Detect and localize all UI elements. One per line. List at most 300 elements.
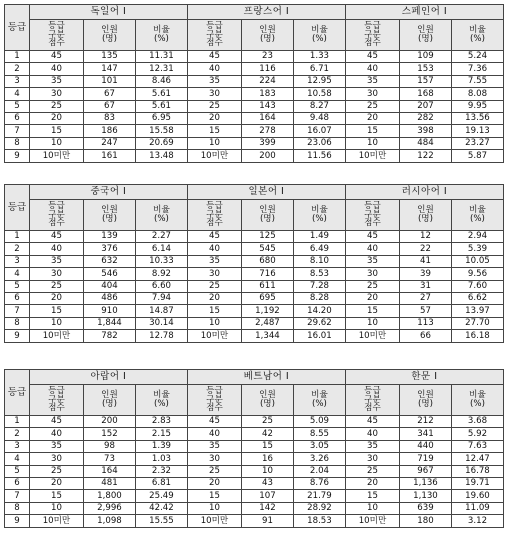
grade-cell: 2 <box>5 63 30 75</box>
table-cell: 2.94 <box>451 231 503 243</box>
score-cutoff-header: 등급 구분 점수 <box>345 385 399 416</box>
table-cell: 782 <box>83 330 135 342</box>
table-cell: 10 <box>187 502 241 514</box>
table-cell: 9.56 <box>451 268 503 280</box>
ratio-header: 비율 (%) <box>451 20 503 51</box>
table-cell: 14.20 <box>293 305 345 317</box>
table-cell: 23.06 <box>293 137 345 149</box>
table-row <box>5 268 504 280</box>
table-cell: 39 <box>399 268 451 280</box>
table-cell: 12 <box>399 231 451 243</box>
table-cell: 19.60 <box>451 490 503 502</box>
grade-cell: 6 <box>5 112 30 124</box>
table-cell: 10 <box>187 137 241 149</box>
score-cutoff-header: 등급 구분 점수 <box>345 20 399 51</box>
table-cell: 10 <box>29 137 83 149</box>
grade-cell: 3 <box>5 255 30 267</box>
table-cell: 247 <box>83 137 135 149</box>
grade-cell: 7 <box>5 490 30 502</box>
table-cell: 45 <box>29 416 83 428</box>
score-cutoff-header: 등급 구분 점수 <box>29 20 83 51</box>
ratio-header: 비율 (%) <box>293 20 345 51</box>
table-cell: 546 <box>83 268 135 280</box>
table-cell: 10 <box>241 465 293 477</box>
table-cell: 13.56 <box>451 112 503 124</box>
grade-cell: 8 <box>5 502 30 514</box>
table-cell: 98 <box>83 440 135 452</box>
table-cell: 6.14 <box>135 243 187 255</box>
table-row <box>5 63 504 75</box>
table-row <box>5 137 504 149</box>
table-cell: 15 <box>29 125 83 137</box>
table-cell: 1,344 <box>241 330 293 342</box>
table-cell: 30 <box>29 88 83 100</box>
table-cell: 341 <box>400 428 452 440</box>
table-cell: 28.92 <box>293 502 345 514</box>
table-cell: 45 <box>187 416 241 428</box>
grade-cell: 4 <box>5 88 30 100</box>
table-cell: 695 <box>241 292 293 304</box>
grade-cell: 1 <box>5 51 30 63</box>
table-cell: 10미만 <box>29 330 83 342</box>
table-cell: 8.08 <box>451 88 503 100</box>
table-cell: 16.18 <box>451 330 503 342</box>
table-cell: 161 <box>83 150 135 162</box>
table-cell: 8.27 <box>293 100 345 112</box>
table-cell: 43 <box>241 477 293 489</box>
table-cell: 40 <box>29 63 83 75</box>
table-cell: 25 <box>29 280 83 292</box>
table-cell: 25 <box>241 416 293 428</box>
table-cell: 2.04 <box>293 465 345 477</box>
count-header: 인원 (명) <box>241 20 293 51</box>
grade-table-3 <box>4 369 504 528</box>
count-header: 인원 (명) <box>241 200 293 231</box>
table-cell: 40 <box>345 428 399 440</box>
table-cell: 716 <box>241 268 293 280</box>
table-cell: 11.56 <box>293 150 345 162</box>
table-cell: 3.12 <box>451 515 503 527</box>
table-cell: 29.62 <box>293 317 345 329</box>
table-cell: 45 <box>29 51 83 63</box>
table-cell: 10미만 <box>29 150 83 162</box>
table-cell: 967 <box>400 465 452 477</box>
table-cell: 27 <box>399 292 451 304</box>
table-cell: 212 <box>400 416 452 428</box>
table-cell: 22 <box>399 243 451 255</box>
table-cell: 376 <box>83 243 135 255</box>
count-header: 인원 (명) <box>83 200 135 231</box>
table-cell: 6.81 <box>135 477 187 489</box>
table-row <box>5 453 504 465</box>
table-cell: 20 <box>345 477 399 489</box>
table-cell: 10미만 <box>345 515 399 527</box>
language-header: 일본어 Ⅰ <box>187 185 345 200</box>
table-cell: 10.05 <box>451 255 503 267</box>
grade-cell: 7 <box>5 305 30 317</box>
table-cell: 19.71 <box>451 477 503 489</box>
table-cell: 5.87 <box>451 150 503 162</box>
grade-column-header: 등급 <box>5 5 30 51</box>
table-cell: 9.48 <box>293 112 345 124</box>
grade-column-header: 등급 <box>5 370 30 416</box>
table-cell: 30 <box>345 88 399 100</box>
table-cell: 30 <box>29 453 83 465</box>
table-cell: 10.58 <box>293 88 345 100</box>
grade-cell: 7 <box>5 125 30 137</box>
table-cell: 42 <box>241 428 293 440</box>
table-cell: 1.03 <box>135 453 187 465</box>
table-row <box>5 477 504 489</box>
table-cell: 15 <box>29 490 83 502</box>
table-cell: 8.46 <box>135 75 187 87</box>
table-cell: 8.92 <box>135 268 187 280</box>
table-cell: 186 <box>83 125 135 137</box>
count-header: 인원 (명) <box>83 20 135 51</box>
table-cell: 45 <box>187 231 241 243</box>
table-row <box>5 125 504 137</box>
table-cell: 10미만 <box>187 330 241 342</box>
table-cell: 19.13 <box>451 125 503 137</box>
table-cell: 30 <box>29 268 83 280</box>
table-cell: 200 <box>241 150 293 162</box>
table-cell: 35 <box>29 75 83 87</box>
table-cell: 35 <box>29 440 83 452</box>
table-cell: 15.55 <box>135 515 187 527</box>
language-header: 아랍어 Ⅰ <box>29 370 187 385</box>
table-cell: 13.97 <box>451 305 503 317</box>
table-cell: 12.78 <box>135 330 187 342</box>
table-cell: 1,192 <box>241 305 293 317</box>
table-cell: 611 <box>241 280 293 292</box>
table-cell: 2,996 <box>83 502 135 514</box>
table-cell: 139 <box>83 231 135 243</box>
table-cell: 9.95 <box>451 100 503 112</box>
table-cell: 15 <box>187 125 241 137</box>
table-cell: 12.31 <box>135 63 187 75</box>
table-cell: 7.55 <box>451 75 503 87</box>
count-header: 인원 (명) <box>400 20 452 51</box>
table-cell: 1,136 <box>400 477 452 489</box>
table-cell: 5.09 <box>293 416 345 428</box>
table-cell: 147 <box>83 63 135 75</box>
table-cell: 200 <box>83 416 135 428</box>
table-row <box>5 305 504 317</box>
table-row <box>5 317 504 329</box>
table-cell: 143 <box>241 100 293 112</box>
table-cell: 135 <box>83 51 135 63</box>
table-cell: 8.10 <box>293 255 345 267</box>
table-cell: 164 <box>83 465 135 477</box>
ratio-header: 비율 (%) <box>451 385 503 416</box>
table-cell: 153 <box>400 63 452 75</box>
table-row <box>5 150 504 162</box>
table-row <box>5 231 504 243</box>
table-cell: 6.95 <box>135 112 187 124</box>
table-cell: 6.71 <box>293 63 345 75</box>
language-header: 스페인어 Ⅰ <box>345 5 503 20</box>
table-cell: 40 <box>187 428 241 440</box>
table-cell: 122 <box>400 150 452 162</box>
score-cutoff-header: 등급 구분 점수 <box>187 20 241 51</box>
table-cell: 125 <box>241 231 293 243</box>
table-cell: 30 <box>187 268 241 280</box>
table-cell: 14.87 <box>135 305 187 317</box>
table-cell: 20 <box>29 112 83 124</box>
table-cell: 18.53 <box>293 515 345 527</box>
language-header: 한문 Ⅰ <box>345 370 503 385</box>
table-cell: 545 <box>241 243 293 255</box>
table-row <box>5 428 504 440</box>
grade-cell: 5 <box>5 100 30 112</box>
score-cutoff-header: 등급 구분 점수 <box>29 385 83 416</box>
ratio-header: 비율 (%) <box>293 385 345 416</box>
table-cell: 632 <box>83 255 135 267</box>
table-cell: 73 <box>83 453 135 465</box>
ratio-header: 비율 (%) <box>135 385 187 416</box>
table-cell: 10미만 <box>345 150 399 162</box>
table-cell: 440 <box>400 440 452 452</box>
table-cell: 142 <box>241 502 293 514</box>
language-header: 프랑스어 Ⅰ <box>187 5 345 20</box>
grade-cell: 6 <box>5 477 30 489</box>
table-row <box>5 51 504 63</box>
table-row <box>5 100 504 112</box>
table-cell: 1,098 <box>83 515 135 527</box>
table-cell: 25.49 <box>135 490 187 502</box>
table-cell: 5.61 <box>135 88 187 100</box>
table-cell: 15 <box>29 305 83 317</box>
table-cell: 13.48 <box>135 150 187 162</box>
table-cell: 719 <box>400 453 452 465</box>
table-row <box>5 465 504 477</box>
grade-cell: 3 <box>5 75 30 87</box>
grade-cell: 6 <box>5 292 30 304</box>
table-cell: 45 <box>29 231 83 243</box>
grade-cell: 2 <box>5 428 30 440</box>
count-header: 인원 (명) <box>241 385 293 416</box>
ratio-header: 비율 (%) <box>135 200 187 231</box>
table-cell: 1.39 <box>135 440 187 452</box>
table-cell: 1,130 <box>400 490 452 502</box>
table-row <box>5 112 504 124</box>
grade-cell: 5 <box>5 465 30 477</box>
table-cell: 10.33 <box>135 255 187 267</box>
table-cell: 10미만 <box>187 515 241 527</box>
table-cell: 8.55 <box>293 428 345 440</box>
table-cell: 109 <box>400 51 452 63</box>
score-cutoff-header: 등급 구분 점수 <box>187 385 241 416</box>
table-cell: 30 <box>187 453 241 465</box>
table-cell: 2.32 <box>135 465 187 477</box>
table-cell: 67 <box>83 88 135 100</box>
table-cell: 30 <box>345 268 399 280</box>
table-cell: 35 <box>345 440 399 452</box>
language-header: 중국어 Ⅰ <box>29 185 187 200</box>
table-cell: 282 <box>400 112 452 124</box>
table-row <box>5 502 504 514</box>
grade-cell: 9 <box>5 515 30 527</box>
table-cell: 1.33 <box>293 51 345 63</box>
table-cell: 12.47 <box>451 453 503 465</box>
table-cell: 35 <box>345 75 399 87</box>
table-cell: 639 <box>400 502 452 514</box>
table-cell: 30.14 <box>135 317 187 329</box>
table-cell: 7.63 <box>451 440 503 452</box>
table-cell: 45 <box>187 51 241 63</box>
language-header: 독일어 Ⅰ <box>29 5 187 20</box>
table-cell: 1.49 <box>293 231 345 243</box>
table-cell: 16.78 <box>451 465 503 477</box>
grade-cell: 1 <box>5 231 30 243</box>
table-cell: 157 <box>400 75 452 87</box>
table-row <box>5 88 504 100</box>
table-cell: 20 <box>345 112 399 124</box>
table-cell: 20 <box>29 292 83 304</box>
table-cell: 2.27 <box>135 231 187 243</box>
table-cell: 116 <box>241 63 293 75</box>
table-cell: 10 <box>345 502 399 514</box>
table-cell: 101 <box>83 75 135 87</box>
table-cell: 6.62 <box>451 292 503 304</box>
table-cell: 8.53 <box>293 268 345 280</box>
grade-cell: 8 <box>5 137 30 149</box>
table-cell: 20 <box>187 292 241 304</box>
table-cell: 6.60 <box>135 280 187 292</box>
table-cell: 40 <box>345 63 399 75</box>
table-cell: 20 <box>187 112 241 124</box>
table-cell: 83 <box>83 112 135 124</box>
table-cell: 45 <box>345 51 399 63</box>
grade-table-1 <box>4 4 504 163</box>
table-cell: 168 <box>400 88 452 100</box>
table-cell: 20.69 <box>135 137 187 149</box>
table-cell: 3.05 <box>293 440 345 452</box>
table-cell: 41 <box>399 255 451 267</box>
table-cell: 164 <box>241 112 293 124</box>
ratio-header: 비율 (%) <box>451 200 503 231</box>
table-cell: 15 <box>187 490 241 502</box>
table-cell: 35 <box>29 255 83 267</box>
table-row <box>5 515 504 527</box>
table-cell: 8.28 <box>293 292 345 304</box>
table-cell: 107 <box>241 490 293 502</box>
table-row <box>5 75 504 87</box>
table-cell: 3.68 <box>451 416 503 428</box>
grade-cell: 9 <box>5 150 30 162</box>
count-header: 인원 (명) <box>83 385 135 416</box>
table-cell: 7.94 <box>135 292 187 304</box>
table-cell: 11.31 <box>135 51 187 63</box>
table-cell: 11.09 <box>451 502 503 514</box>
table-cell: 1,844 <box>83 317 135 329</box>
count-header: 인원 (명) <box>400 385 452 416</box>
score-cutoff-header: 등급 구분 점수 <box>345 200 399 231</box>
table-cell: 399 <box>241 137 293 149</box>
table-row <box>5 280 504 292</box>
table-cell: 152 <box>83 428 135 440</box>
table-row <box>5 292 504 304</box>
grade-cell: 4 <box>5 268 30 280</box>
table-cell: 35 <box>187 75 241 87</box>
table-cell: 5.24 <box>451 51 503 63</box>
table-row <box>5 330 504 342</box>
table-cell: 7.60 <box>451 280 503 292</box>
table-cell: 25 <box>29 465 83 477</box>
table-cell: 23.27 <box>451 137 503 149</box>
table-cell: 15 <box>187 305 241 317</box>
score-cutoff-header: 등급 구분 점수 <box>187 200 241 231</box>
table-cell: 91 <box>241 515 293 527</box>
table-row <box>5 440 504 452</box>
table-cell: 25 <box>345 280 399 292</box>
table-cell: 67 <box>83 100 135 112</box>
table-cell: 20 <box>29 477 83 489</box>
table-row <box>5 255 504 267</box>
table-cell: 15 <box>345 305 399 317</box>
table-cell: 5.92 <box>451 428 503 440</box>
table-cell: 3.26 <box>293 453 345 465</box>
grade-table-2 <box>4 184 504 343</box>
table-cell: 224 <box>241 75 293 87</box>
table-cell: 15 <box>345 490 399 502</box>
table-cell: 40 <box>29 243 83 255</box>
table-cell: 42.42 <box>135 502 187 514</box>
table-cell: 40 <box>187 243 241 255</box>
table-cell: 2.15 <box>135 428 187 440</box>
table-cell: 183 <box>241 88 293 100</box>
table-cell: 12.95 <box>293 75 345 87</box>
table-cell: 484 <box>400 137 452 149</box>
table-cell: 23 <box>241 51 293 63</box>
table-cell: 6.49 <box>293 243 345 255</box>
grade-cell: 2 <box>5 243 30 255</box>
table-cell: 10 <box>29 502 83 514</box>
table-cell: 10 <box>345 317 399 329</box>
table-cell: 404 <box>83 280 135 292</box>
table-cell: 20 <box>187 477 241 489</box>
score-cutoff-header: 등급 구분 점수 <box>29 200 83 231</box>
language-header: 베트남어 Ⅰ <box>187 370 345 385</box>
table-cell: 10 <box>345 137 399 149</box>
table-cell: 31 <box>399 280 451 292</box>
table-cell: 16.07 <box>293 125 345 137</box>
table-cell: 10 <box>29 317 83 329</box>
table-cell: 10 <box>187 317 241 329</box>
table-cell: 10미만 <box>29 515 83 527</box>
table-cell: 35 <box>187 255 241 267</box>
table-cell: 45 <box>345 416 399 428</box>
table-cell: 40 <box>29 428 83 440</box>
table-cell: 40 <box>187 63 241 75</box>
table-cell: 2,487 <box>241 317 293 329</box>
table-cell: 10미만 <box>187 150 241 162</box>
table-cell: 8.76 <box>293 477 345 489</box>
table-cell: 15.58 <box>135 125 187 137</box>
table-cell: 15 <box>241 440 293 452</box>
table-cell: 25 <box>345 465 399 477</box>
table-cell: 15 <box>345 125 399 137</box>
table-cell: 1,800 <box>83 490 135 502</box>
language-header: 러시아어 Ⅰ <box>345 185 503 200</box>
table-cell: 30 <box>345 453 399 465</box>
table-cell: 481 <box>83 477 135 489</box>
table-cell: 180 <box>400 515 452 527</box>
table-row <box>5 490 504 502</box>
grade-cell: 9 <box>5 330 30 342</box>
grade-cell: 5 <box>5 280 30 292</box>
table-cell: 20 <box>345 292 399 304</box>
